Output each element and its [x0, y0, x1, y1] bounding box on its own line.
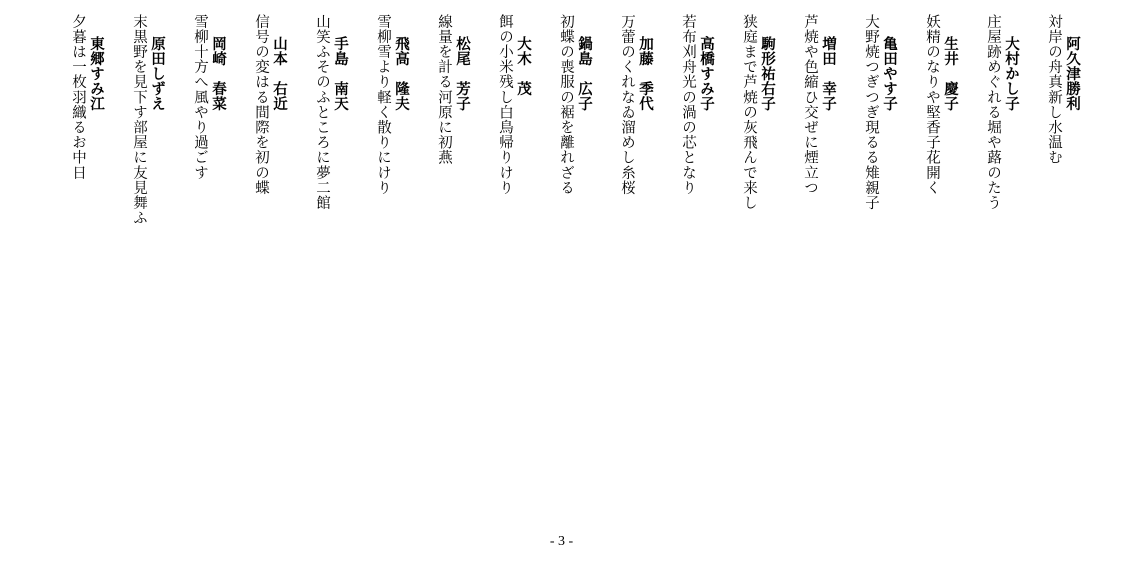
- author-name: 加藤 季代: [637, 36, 653, 112]
- author-name: 駒形祐右子: [759, 36, 775, 112]
- author-name: 原田しずえ: [149, 36, 165, 112]
- haiku-text: 若布刈舟光の渦の芯となり: [680, 14, 696, 196]
- haiku-text: 山笑ふそのふところに夢二館: [314, 14, 330, 211]
- haiku-text: 雪柳雪より軽く散りにけり: [375, 14, 391, 196]
- author-name: 阿久津勝利: [1064, 36, 1080, 112]
- haiku-text: 狭庭まで芦焼の灰飛んで来し: [741, 14, 757, 211]
- haiku-text: 信号の変はる間際を初の蝶: [253, 14, 269, 196]
- author-name: 手島 南天: [332, 36, 348, 112]
- author-name: 生井 慶子: [942, 36, 958, 112]
- author-name: 松尾 芳子: [454, 36, 470, 112]
- haiku-text: 対岸の舟真新し水温む: [1046, 14, 1062, 165]
- haiku-text: 雪柳十方へ風やり過ごす: [192, 14, 208, 181]
- haiku-text: 夕暮は一枚羽織るお中日: [70, 14, 86, 181]
- author-name: 大木 茂: [515, 36, 531, 97]
- haiku-text: 庄屋跡めぐれる堀や蕗のたう: [985, 14, 1001, 211]
- author-name: 岡崎 春菜: [210, 36, 226, 112]
- author-name: 飛高 隆夫: [393, 36, 409, 112]
- haiku-text: 万蕾のくれなゐ溜めし糸桜: [619, 14, 635, 196]
- author-name: 鍋島 広子: [576, 36, 592, 112]
- haiku-text: 線量を計る河原に初燕: [436, 14, 452, 165]
- author-name: 大村かし子: [1003, 36, 1019, 112]
- author-name: 東郷すみ江: [88, 36, 104, 112]
- author-name: 高橋すみ子: [698, 36, 714, 112]
- page-number: - 3 -: [549, 534, 574, 549]
- author-name: 増田 幸子: [820, 36, 836, 112]
- haiku-text: 餌の小米残し白鳥帰りけり: [497, 14, 513, 196]
- haiku-text: 大野焼つぎつぎ現るる雉親子: [863, 14, 879, 211]
- haiku-text: 妖精のなりや堅香子花開く: [924, 14, 940, 196]
- author-name: 山本 右近: [271, 36, 287, 112]
- haiku-text: 末黒野を見下す部屋に友見舞ふ: [131, 14, 147, 226]
- haiku-text: 芦焼や色縮ひ交ぜに煙立つ: [802, 14, 818, 196]
- author-name: 亀田やす子: [881, 36, 897, 112]
- haiku-text: 初蝶の喪服の裾を離れざる: [558, 14, 574, 196]
